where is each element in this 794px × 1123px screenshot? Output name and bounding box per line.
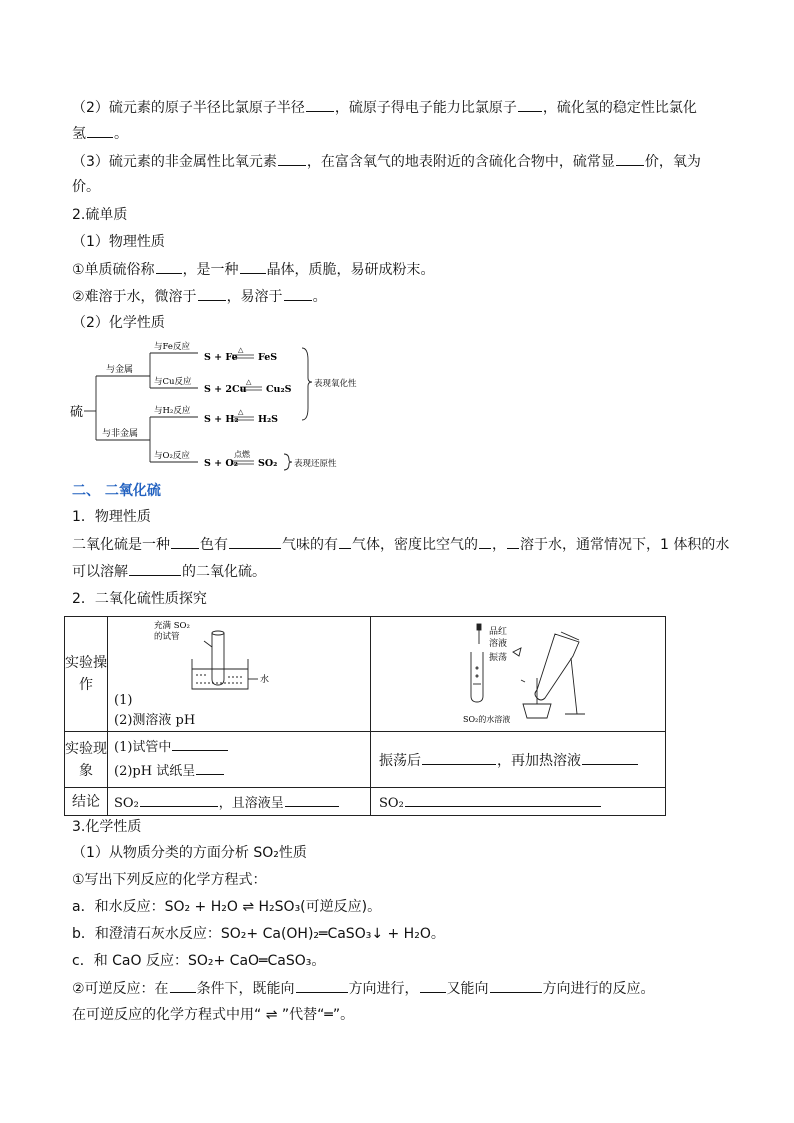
text: 可以溶解 <box>72 564 128 580</box>
ignite-label: 点燃 <box>234 450 250 459</box>
blank[interactable] <box>198 287 226 301</box>
blank[interactable] <box>140 793 218 807</box>
equation-h2-right: H₂S <box>258 414 278 425</box>
operation-step-2: (2)测溶液 pH <box>114 713 196 728</box>
blank[interactable] <box>507 535 519 549</box>
text: SO₂ <box>379 795 404 811</box>
text: 条件下，既能向 <box>196 981 295 997</box>
equation-h2-left: S + H₂ <box>204 414 239 425</box>
equation-cu-left: S + 2Cu <box>204 384 247 395</box>
subsection-chemical: （2）化学性质 <box>72 315 165 331</box>
heat-symbol: △ <box>238 346 244 354</box>
shake-label: 振荡 <box>489 653 508 663</box>
label-phenomenon: 实验现象 <box>65 732 108 788</box>
text: ，硫原子得电子能力比氯原子 <box>334 100 517 116</box>
line-reversible-notation: 在可逆反应的化学方程式中用“ ⇌ ”代替“═”。 <box>72 1007 355 1023</box>
label-conclusion: 结论 <box>65 788 108 816</box>
line-s-radius <box>72 98 697 117</box>
fe-reaction-label: 与Fe反应 <box>154 342 190 352</box>
heat-symbol: △ <box>246 378 252 386</box>
prompt-write-equations: ①写出下列反应的化学方程式： <box>72 872 267 888</box>
tube-label-1: 充满 SO₂ <box>154 621 190 631</box>
operation-step-1: (1) <box>114 693 133 708</box>
equation-fe-left: S + Fe <box>204 352 238 363</box>
phenomenon-line-1 <box>114 736 370 760</box>
cell-conclusion-2 <box>371 788 666 816</box>
blank[interactable] <box>196 761 224 775</box>
equation-limewater: b．和澄清石灰水反应：SO₂+ Ca(OH)₂═CaSO₃↓ + H₂O。 <box>72 926 445 942</box>
text: 方向进行的反应。 <box>542 981 655 997</box>
h2-reaction-label: 与H₂反应 <box>154 406 191 416</box>
tube-label-2: 的试管 <box>154 632 180 642</box>
blank[interactable] <box>490 979 542 993</box>
sulfur-label: 硫 <box>70 405 84 420</box>
blank[interactable] <box>284 287 312 301</box>
subsection-classification: （1）从物质分类的方面分析 SO₂性质 <box>72 845 307 861</box>
cu-reaction-label: 与Cu反应 <box>154 377 192 387</box>
equation-o2-right: SO₂ <box>258 458 278 469</box>
o2-reaction-label: 与O₂反应 <box>154 451 190 461</box>
text: 气味的有 <box>282 537 338 553</box>
blank[interactable] <box>156 260 182 274</box>
cell-phenomenon-1 <box>108 732 371 788</box>
blank[interactable] <box>339 535 351 549</box>
text: SO₂ <box>114 796 139 811</box>
subsection-so2-explore: 2．二氧化硫性质探究 <box>72 591 207 607</box>
text: 方向进行， <box>348 981 419 997</box>
cell-phenomenon-2 <box>371 732 666 788</box>
line-so2-physical-1 <box>72 535 729 554</box>
section-heading-so2: 二、 二氧化硫 <box>72 483 161 499</box>
reagent-label-1: 品红 <box>489 627 508 637</box>
blank[interactable] <box>172 737 228 751</box>
blank[interactable] <box>582 751 638 765</box>
line-reversible-definition <box>72 979 655 998</box>
sulfur-reaction-diagram <box>70 336 370 476</box>
water-label: 水 <box>260 675 270 685</box>
line-physical-1 <box>72 260 435 279</box>
text: ， <box>492 537 506 553</box>
text: 色有 <box>200 537 228 553</box>
blank[interactable] <box>278 152 306 166</box>
table-row-phenomenon <box>65 732 666 788</box>
equation-fe-right: FeS <box>258 352 278 363</box>
text: ②难溶于水，微溶于 <box>72 289 197 305</box>
text: 二氧化硫是一种 <box>72 537 170 553</box>
label-operation: 实验操作 <box>65 617 108 732</box>
tube-in-water-figure <box>152 619 292 691</box>
nonmetal-branch-label: 与非金属 <box>102 429 139 439</box>
equation-o2-left: S + O₂ <box>204 458 238 469</box>
cell-operation-2 <box>371 617 666 732</box>
equation-cao: c．和 CaO 反应：SO₂+ CaO═CaSO₃。 <box>72 953 326 969</box>
text: ②可逆反应：在 <box>72 981 169 997</box>
blank[interactable] <box>229 535 281 549</box>
phenomenon-line-2 <box>114 760 370 784</box>
text: （3）硫元素的非金属性比氧元素 <box>72 154 277 170</box>
blank[interactable] <box>87 124 113 138</box>
text: 又能向 <box>446 981 489 997</box>
heat-symbol: △ <box>238 408 244 416</box>
text: 。 <box>312 289 327 305</box>
cell-conclusion-1 <box>108 788 371 816</box>
blank[interactable] <box>518 98 542 112</box>
line-so2-physical-2 <box>72 562 266 581</box>
table-row-conclusion <box>65 788 666 816</box>
text: ，且溶液呈 <box>218 796 284 811</box>
blank[interactable] <box>296 979 348 993</box>
blank[interactable] <box>422 751 496 765</box>
cell-operation-1 <box>108 617 371 732</box>
text: 溶于水，通常情况下，1 体积的水 <box>520 537 730 553</box>
table-row-operation <box>65 617 666 732</box>
line-s-nonmetal-cont <box>72 178 100 196</box>
text: ，硫化氢的稳定性比氯化 <box>542 100 697 116</box>
text: 气体，密度比空气的 <box>352 537 478 553</box>
line-physical-2 <box>72 287 327 306</box>
text: 晶体，质脆，易研成粉末。 <box>266 262 435 278</box>
text: 。 <box>114 126 128 142</box>
reducing-label: 表现还原性 <box>294 459 337 469</box>
text: (2)pH 试纸呈 <box>114 763 196 779</box>
text: ①单质硫俗称 <box>72 262 155 278</box>
text: ，易溶于 <box>226 289 283 305</box>
metal-branch-label: 与金属 <box>106 365 134 375</box>
reagent-label-2: 溶液 <box>489 639 508 649</box>
blank[interactable] <box>479 535 491 549</box>
magenta-test-figure <box>451 622 611 726</box>
blank[interactable] <box>405 793 601 807</box>
text: 氢 <box>72 126 86 142</box>
section-title-sulfur: 2.硫单质 <box>72 207 128 223</box>
text: （2）硫元素的原子半径比氯原子半径 <box>72 100 305 116</box>
blank[interactable] <box>420 979 446 993</box>
blank[interactable] <box>171 535 199 549</box>
so2-solution-caption: SO₂的水溶液 <box>463 715 511 724</box>
text: ，在富含氧气的地表附近的含硫化合物中，硫常显 <box>306 154 615 170</box>
text: 价，氧为 <box>644 154 701 170</box>
line-s-nonmetal <box>72 152 701 171</box>
blank[interactable] <box>616 152 644 166</box>
text: 的二氧化硫。 <box>182 564 266 580</box>
blank[interactable] <box>306 98 334 112</box>
text: (1)试管中 <box>114 739 172 755</box>
subsection-so2-physical: 1．物理性质 <box>72 509 151 525</box>
blank[interactable] <box>170 979 196 993</box>
oxidizing-label: 表现氧化性 <box>314 379 357 389</box>
text: 振荡后 <box>379 752 421 769</box>
experiment-table <box>64 616 666 816</box>
equation-water: a．和水反应：SO₂ + H₂O ⇌ H₂SO₃(可逆反应)。 <box>72 899 382 915</box>
line-s-radius-cont <box>72 124 128 143</box>
blank[interactable] <box>285 793 339 807</box>
text: ，是一种 <box>182 262 239 278</box>
subsection-physical: （1）物理性质 <box>72 234 165 250</box>
blank[interactable] <box>240 260 266 274</box>
blank[interactable] <box>129 562 181 576</box>
text: 价。 <box>72 179 100 195</box>
equation-cu-right: Cu₂S <box>266 384 292 395</box>
text: ，再加热溶液 <box>497 752 581 769</box>
section-title-chemical: 3.化学性质 <box>72 819 142 835</box>
